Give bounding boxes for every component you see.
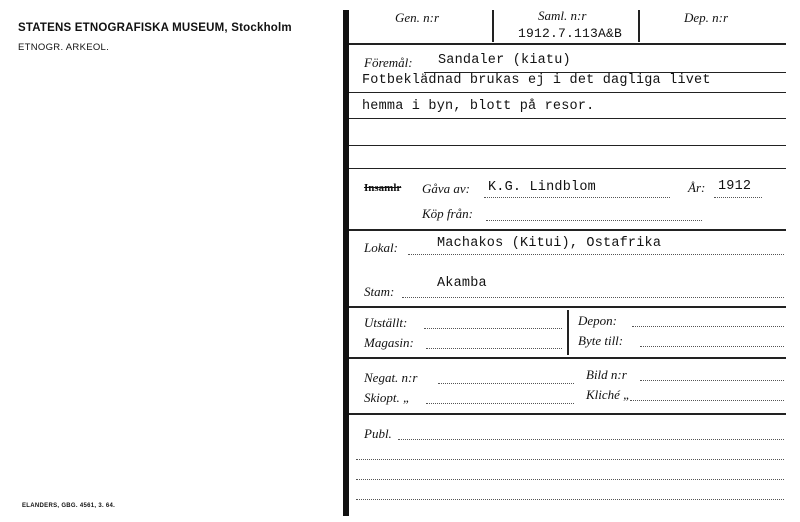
publ-label: Publ. [364, 426, 392, 441]
dotted-line [426, 403, 574, 404]
section-rule [349, 413, 786, 415]
dotted-line [630, 400, 784, 401]
line [349, 92, 786, 93]
divider [567, 310, 569, 355]
utstallt-label: Utställt: [364, 315, 408, 330]
gen-number-label: Gen. n:r [395, 10, 440, 25]
bild-label: Bild n:r [586, 367, 627, 382]
dotted-line [426, 348, 562, 349]
lokal-value: Machakos (Kitui), Ostafrika [437, 236, 662, 251]
line [349, 168, 786, 169]
magasin-label: Magasin: [364, 335, 414, 350]
dotted-line [486, 220, 702, 221]
saml-number-label: Saml. n:r [538, 8, 587, 23]
institution-title [18, 22, 292, 34]
section-rule [349, 306, 786, 308]
dotted-line [632, 326, 784, 327]
dotted-line [356, 499, 784, 500]
dotted-line [640, 346, 784, 347]
dotted-line [408, 254, 784, 255]
struck-label: Insamlr [364, 182, 402, 194]
foremal-label: Föremål: [364, 55, 413, 70]
section-rule [349, 357, 786, 359]
institution-city: Stockholm [231, 22, 292, 34]
depon-label: Depon: [578, 313, 617, 328]
ar-label: År: [688, 180, 706, 195]
dotted-line [484, 197, 670, 198]
saml-number-value: 1912.7.113A&B [518, 26, 623, 41]
dotted-line [438, 383, 574, 384]
kliche-label: Kliché „ [586, 387, 631, 402]
institution-name: STATENS ETNOGRAFISKA MUSEUM, [18, 22, 228, 34]
skiopt-label: Skiopt. „ [364, 390, 411, 405]
ar-value: 1912 [718, 179, 752, 194]
stam-label: Stam: [364, 284, 395, 299]
description-line-2: hemma i byn, blott på resor. [362, 99, 595, 114]
gava-value: K.G. Lindblom [488, 180, 596, 195]
foremal-value: Sandaler (kiatu) [438, 53, 571, 68]
divider [638, 10, 640, 42]
description-line-1: Fotbeklädnad brukas ej i det dagliga livet [362, 73, 711, 88]
printer-imprint: ELANDERS, GBG. 4561, 3. 64. [22, 503, 116, 509]
section-rule [349, 229, 786, 231]
dep-number-label: Dep. n:r [684, 10, 729, 25]
card-left-bar [343, 10, 349, 516]
dotted-line [640, 380, 784, 381]
negat-label: Negat. n:r [364, 370, 418, 385]
byte-label: Byte till: [578, 333, 624, 348]
dotted-line [356, 459, 784, 460]
department-label: ETNOGR. ARKEOL. [18, 42, 110, 53]
line [349, 118, 786, 119]
dotted-line [398, 439, 784, 440]
divider [492, 10, 494, 42]
line [349, 145, 786, 146]
dotted-line [424, 328, 562, 329]
stam-value: Akamba [437, 276, 487, 291]
kop-label: Köp från: [422, 206, 473, 221]
dotted-line [356, 479, 784, 480]
dotted-line [714, 197, 762, 198]
gava-label: Gåva av: [422, 181, 471, 196]
dotted-line [402, 297, 784, 298]
lokal-label: Lokal: [364, 240, 398, 255]
section-rule [349, 43, 786, 45]
